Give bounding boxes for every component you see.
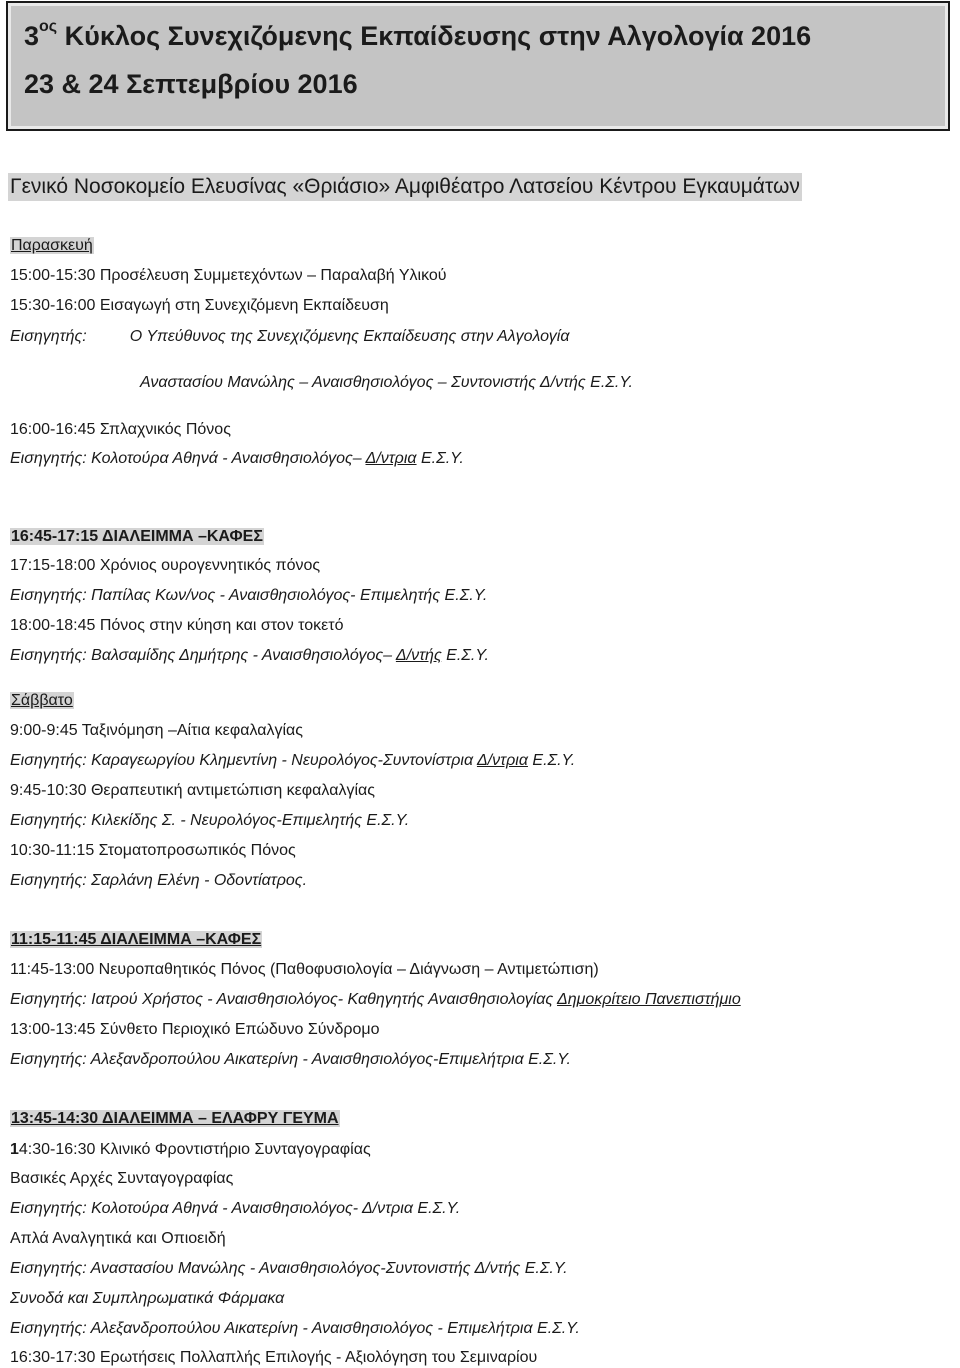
speaker-line: Εισηγητής: Κολοτούρα Αθηνά - Αναισθησιολόγος– Δ/ντρια Ε.Σ.Υ. (10, 450, 464, 467)
speaker-line: Αναστασίου Μανώλης – Αναισθησιολόγος – Συντονιστής Δ/ντής Ε.Σ.Υ. (140, 374, 633, 391)
break-line: 13:45-14:30 ΔΙΑΛΕΙΜΜΑ – ΕΛΑΦΡΥ ΓΕΥΜΑ (11, 1110, 339, 1127)
title-box (6, 1, 950, 131)
schedule-line: Απλά Αναλγητικά και Οπιοειδή (10, 1230, 226, 1247)
schedule-line: Βασικές Αρχές Συνταγογραφίας (10, 1170, 234, 1187)
title-ordinal: ος (39, 18, 58, 35)
day-label-saturday: Σάββατο (11, 692, 73, 709)
venue-heading: Γενικό Νοσοκομείο Ελευσίνας «Θριάσιο» Αμφιθέατρο Λατσείου Κέντρου Εγκαυμάτων (8, 173, 802, 201)
break-line: 11:15-11:45 ΔΙΑΛΕΙΜΜΑ –ΚΑΦΕΣ (11, 931, 262, 948)
speaker-line: Εισηγητής: Ιατρού Χρήστος - Αναισθησιολόγος- Καθηγητής Αναισθησιολογίας Δημοκρίτειο Πανεπιστήμιο (10, 991, 741, 1008)
speaker-line: Εισηγητής: Αναστασίου Μανώλης - Αναισθησιολόγος-Συντονιστής Δ/ντής Ε.Σ.Υ. (10, 1260, 568, 1277)
day-label-friday: Παρασκευή (11, 237, 93, 254)
schedule-line: 10:30-11:15 Στοματοπροσωπικός Πόνος (10, 842, 296, 859)
schedule-line: 18:00-18:45 Πόνος στην κύηση και στον τοκετό (10, 617, 344, 634)
schedule-line: 9:45-10:30 Θεραπευτική αντιμετώπιση κεφαλαλγίας (10, 782, 375, 799)
friday-heading (10, 236, 94, 256)
page-title (24, 18, 812, 52)
schedule-line: 16:30-17:30 Ερωτήσεις Πολλαπλής Επιλογής - Αξιολόγηση του Σεμιναρίου (10, 1349, 538, 1366)
speaker-line: Εισηγητής: Αλεξανδροπούλου Αικατερίνη - Αναισθησιολόγος - Επιμελήτρια Ε.Σ.Υ. (10, 1320, 580, 1337)
title-number: 3 (24, 21, 40, 51)
schedule-line: 15:30-16:00 Εισαγωγή στη Συνεχιζόμενη Εκπαίδευση (10, 297, 389, 314)
schedule-line: 11:45-13:00 Νευροπαθητικός Πόνος (Παθοφυσιολογία – Διάγνωση – Αντιμετώπιση) (10, 961, 599, 978)
schedule-line: 9:00-9:45 Ταξινόμηση –Αίτια κεφαλαλγίας (10, 722, 303, 739)
speaker-line: Εισηγητής: Καραγεωργίου Κλημεντίνη - Νευρολόγος-Συντονίστρια Δ/ντρια Ε.Σ.Υ. (10, 752, 576, 769)
speaker-line: Εισηγητής: Κολοτούρα Αθηνά - Αναισθησιολόγος- Δ/ντρια Ε.Σ.Υ. (10, 1200, 461, 1217)
saturday-heading (10, 691, 74, 711)
speaker-line: Εισηγητής: Αλεξανδροπούλου Αικατερίνη - Αναισθησιολόγος-Επιμελήτρια Ε.Σ.Υ. (10, 1051, 571, 1068)
speaker-line: Εισηγητής: Βαλσαμίδης Δημήτρης - Αναισθησιολόγος– Δ/ντής Ε.Σ.Υ. (10, 647, 489, 664)
schedule-line: 14:30-16:30 Κλινικό Φροντιστήριο Συνταγογραφίας (10, 1141, 371, 1158)
break-line: 16:45-17:15 ΔΙΑΛΕΙΜΜΑ –ΚΑΦΕΣ (11, 528, 263, 545)
schedule-line: 15:00-15:30 Προσέλευση Συμμετεχόντων – Παραλαβή Υλικού (10, 267, 447, 284)
schedule-line: 17:15-18:00 Χρόνιος ουρογεννητικός πόνος (10, 557, 321, 574)
schedule-line: Συνοδά και Συμπληρωματικά Φάρμακα (10, 1290, 285, 1307)
speaker-line: Εισηγητής: Παπίλας Κων/νος - Αναισθησιολόγος- Επιμελητής Ε.Σ.Υ. (10, 587, 488, 604)
event-dates: 23 & 24 Σεπτεμβρίου 2016 (24, 69, 358, 99)
speaker-line: Εισηγητής: Σαρλάνη Ελένη - Οδοντίατρος. (10, 872, 308, 889)
speaker-line: Εισηγητής: Κιλεκίδης Σ. - Νευρολόγος-Επιμελητής Ε.Σ.Υ. (10, 812, 410, 829)
title-text: Κύκλος Συνεχιζόμενης Εκπαίδευσης στην Αλγολογία 2016 (64, 21, 812, 51)
speaker-line: Εισηγητής: Ο Υπεύθυνος της Συνεχιζόμενης Εκπαίδευσης στην Αλγολογία (10, 328, 570, 345)
schedule-line: 13:00-13:45 Σύνθετο Περιοχικό Επώδυνο Σύνδρομο (10, 1021, 380, 1038)
schedule-line: 16:00-16:45 Σπλαχνικός Πόνος (10, 421, 231, 438)
